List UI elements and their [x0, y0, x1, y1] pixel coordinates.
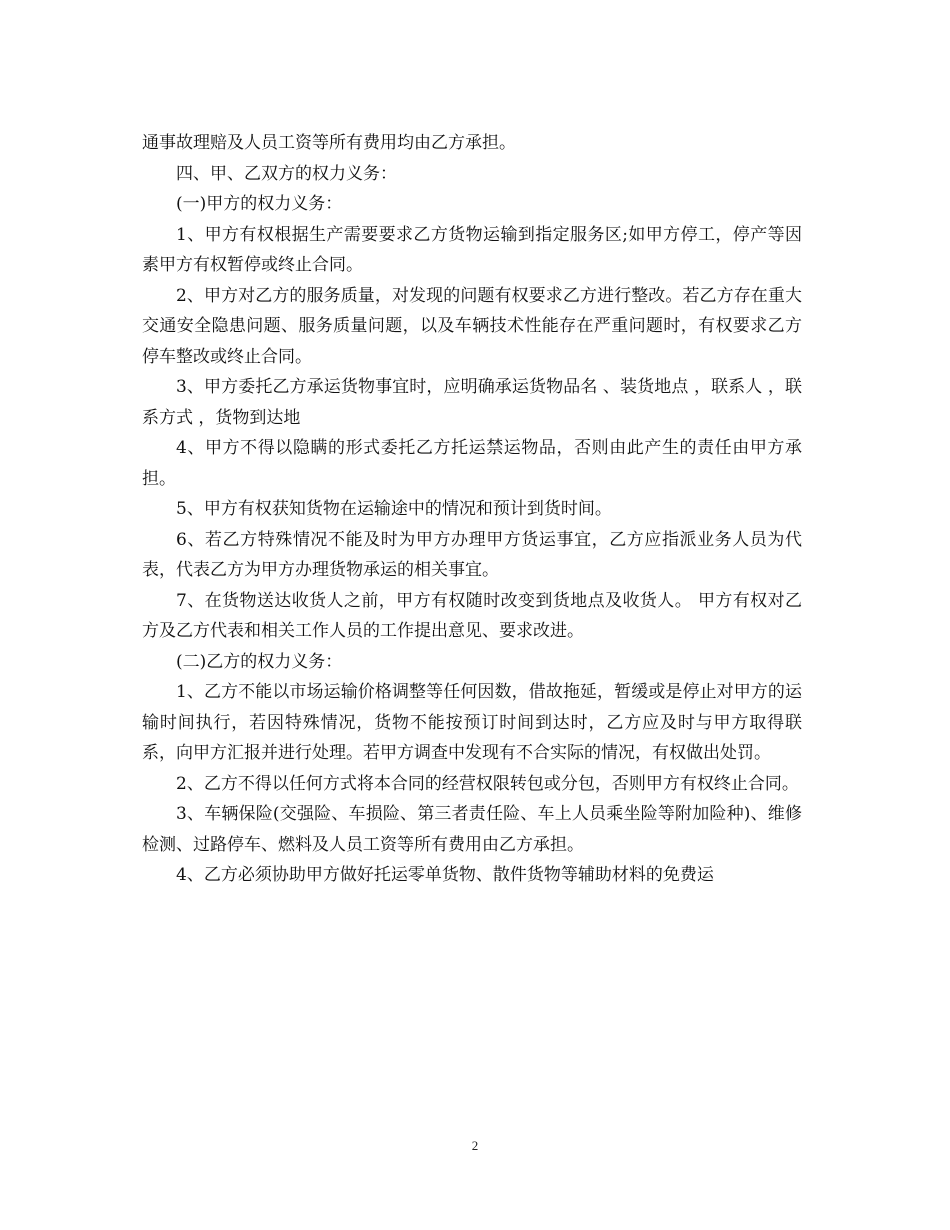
paragraph-a-item-7: 7、在货物送达收货人之前，甲方有权随时改变到货地点及收货人。 甲方有权对乙方及乙方代表和相关工作人员的工作提出意见、要求改进。 [142, 590, 802, 641]
paragraph-b-item-2: 2、乙方不得以任何方式将本合同的经营权限转包或分包，否则甲方有权终止合同。 [176, 773, 799, 794]
paragraph-b-item-3: 3、车辆保险(交强险、车损险、第三者责任险、车上人员乘坐险等附加险种)、维修检测、过路停车、燃料及人员工资等所有费用由乙方承担。 [142, 804, 802, 855]
paragraph-a-item-6: 6、若乙方特殊情况不能及时为甲方办理甲方货运事宜，乙方应指派业务人员为代表，代表乙方为甲方办理货物承运的相关事宜。 [142, 529, 802, 580]
paragraph-a-item-4: 4、甲方不得以隐瞒的形式委托乙方托运禁运物品，否则由此产生的责任由甲方承担。 [142, 438, 802, 489]
subsection-heading-party-b: (二)乙方的权力义务： [176, 651, 343, 672]
paragraph-continuation: 通事故理赔及人员工资等所有费用均由乙方承担。 [142, 133, 516, 153]
paragraph-a-item-3: 3、甲方委托乙方承运货物事宜时，应明确承运货物品名 、装货地点 ，联系人 ，联系方式 ，货物到达地 [142, 377, 802, 428]
document-body [142, 128, 802, 891]
paragraph-a-item-5: 5、甲方有权获知货物在运输途中的情况和预计到货时间。 [176, 499, 612, 519]
paragraph-b-item-1: 1、乙方不能以市场运输价格调整等任何因数，借故拖延，暂缓或是停止对甲方的运输时间执行，若因特殊情况，货物不能按预订时间到达时，乙方应及时与甲方取得联系，向甲方汇报并进行处理。若甲方调查中发现有不合实际的情况，有权做出处罚。 [142, 682, 802, 763]
page-number: 2 [471, 1138, 479, 1153]
paragraph-a-item-1: 1、甲方有权根据生产需要要求乙方货物运输到指定服务区;如甲方停工，停产等因素甲方有权暂停或终止合同。 [142, 224, 802, 275]
section-heading-rights-obligations: 四、甲、乙双方的权力义务： [176, 163, 397, 184]
paragraph-a-item-2: 2、甲方对乙方的服务质量，对发现的问题有权要求乙方进行整改。若乙方存在重大交通安全隐患问题、服务质量问题，以及车辆技术性能存在严重问题时，有权要求乙方停车整改或终止合同。 [142, 285, 802, 367]
paragraph-b-item-4: 4、乙方必须协助甲方做好托运零单货物、散件货物等辅助材料的免费运 [176, 865, 714, 885]
subsection-heading-party-a: (一)甲方的权力义务： [176, 194, 343, 214]
